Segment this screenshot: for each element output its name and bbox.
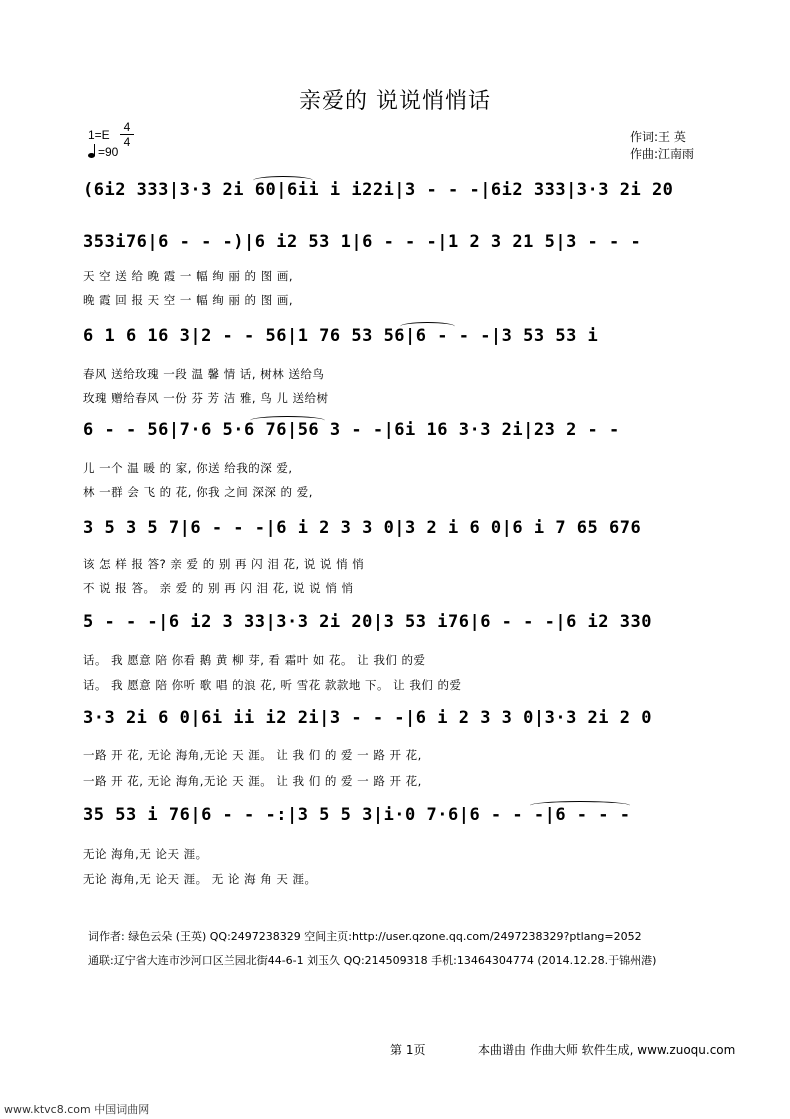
generator-note: 本曲谱由 作曲大师 软件生成, www.zuoqu.com xyxy=(478,1043,736,1057)
music-line-7: 3·3 2i 6 0|6i ii i2 2i|3 - - -|6 i 2 3 3 0|3·3 2i 2 0 xyxy=(83,708,652,728)
time-signature-bottom: 4 xyxy=(123,135,131,149)
key-signature: 1=E xyxy=(88,128,110,142)
music-line-5: 3 5 3 5 7|6 - - -|6 i 2 3 3 0|3 2 i 6 0|6 i 7 65 676 xyxy=(83,518,642,538)
slur-mark xyxy=(400,322,455,331)
lyric-line-8-verse-1: 无论 海角,无 论天 涯。 xyxy=(83,847,208,861)
tempo-value: =90 xyxy=(98,145,119,159)
lyric-line-3-verse-2: 玫瑰 赠给春风 一份 芬 芳 洁 雅, 鸟 儿 送给树 xyxy=(83,391,329,405)
slur-mark xyxy=(253,176,313,185)
lyric-line-7-verse-2: 一路 开 花, 无论 海角,无论 天 涯。 让 我 们 的 爱 一 路 开 花, xyxy=(83,774,422,788)
page-number: 第 1页 xyxy=(390,1043,426,1057)
song-title: 亲爱的 说说悄悄话 xyxy=(299,89,491,114)
lyric-line-8-verse-2: 无论 海角,无 论天 涯。 无 论 海 角 天 涯。 xyxy=(83,872,317,886)
lyric-line-2-verse-2: 晚 霞 回 报 天 空 一 幅 绚 丽 的 图 画, xyxy=(83,293,294,307)
lyric-line-4-verse-2: 林 一群 会 飞 的 花, 你我 之间 深深 的 爱, xyxy=(83,485,313,499)
music-line-4: 6 - - 56|7·6 5·6 76|56 3 - -|6i 16 3·3 2i|23 2 - - xyxy=(83,420,620,440)
lyric-line-7-verse-1: 一路 开 花, 无论 海角,无论 天 涯。 让 我 们 的 爱 一 路 开 花, xyxy=(83,748,422,762)
music-line-8: 35 53 i 76|6 - - -:|3 5 5 3|i·0 7·6|6 - - -|6 - - - xyxy=(83,805,631,825)
site-watermark: www.ktvc8.com 中国词曲网 xyxy=(4,1103,150,1116)
composer-credit: 作曲:江南雨 xyxy=(630,147,695,161)
music-line-2: 353i76|6 - - -)|6 i2 53 1|6 - - -|1 2 3 21 5|3 - - - xyxy=(83,232,642,252)
slur-mark xyxy=(250,416,325,425)
lyric-line-5-verse-1: 该 怎 样 报 答? 亲 爱 的 别 再 闪 泪 花, 说 说 悄 悄 xyxy=(83,557,365,571)
slur-mark xyxy=(530,801,630,810)
lyric-line-5-verse-2: 不 说 报 答。 亲 爱 的 别 再 闪 泪 花, 说 说 悄 悄 xyxy=(83,581,354,595)
music-line-6: 5 - - -|6 i2 3 33|3·3 2i 20|3 53 i76|6 - - -|6 i2 330 xyxy=(83,612,652,632)
lyric-line-2-verse-1: 天 空 送 给 晚 霞 一 幅 绚 丽 的 图 画, xyxy=(83,269,294,283)
music-line-1: (6i2 333|3·3 2i 60|6ii i i22i|3 - - -|6i2 333|3·3 2i 20 xyxy=(83,180,674,200)
music-line-3: 6 1 6 16 3|2 - - 56|1 76 53 56|6 - - -|3 53 53 i xyxy=(83,326,599,346)
quarter-note-icon xyxy=(88,153,95,158)
time-signature xyxy=(120,120,134,149)
lyric-line-6-verse-2: 话。 我 愿意 陪 你听 歌 唱 的浪 花, 听 雪花 款款地 下。 让 我们 的爱 xyxy=(83,678,462,692)
contact-info: 通联:辽宁省大连市沙河口区兰园北街44-6-1 刘玉久 QQ:214509318 手机:13464304774 (2014.12.28.于锦州港) xyxy=(88,954,657,967)
time-signature-top: 4 xyxy=(120,120,134,135)
lyric-line-6-verse-1: 话。 我 愿意 陪 你看 鹅 黄 柳 芽, 看 霜叶 如 花。 让 我们 的爱 xyxy=(83,653,426,667)
lyricist-credit: 作词:王 英 xyxy=(630,130,686,144)
author-info: 词作者: 绿色云朵 (王英) QQ:2497238329 空间主页:http://user.qzone.qq.com/2497238329?ptlang=2052 xyxy=(88,930,642,943)
lyric-line-4-verse-1: 儿 一个 温 暖 的 家, 你送 给我的深 爱, xyxy=(83,461,293,475)
lyric-line-3-verse-1: 春风 送给玫瑰 一段 温 馨 情 话, 树林 送给鸟 xyxy=(83,367,325,381)
tempo-marking xyxy=(88,145,118,159)
